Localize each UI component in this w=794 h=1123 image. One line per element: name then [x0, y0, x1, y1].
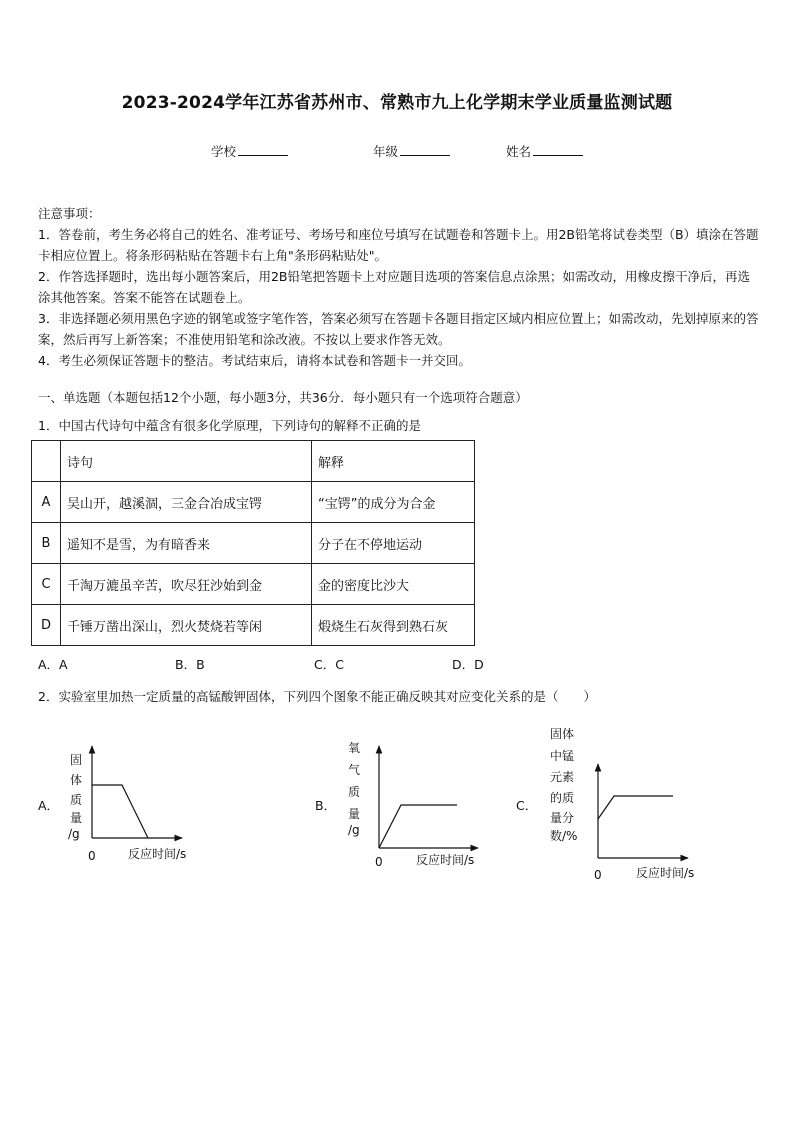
q1-option-c[interactable]: C．C [314, 657, 344, 672]
table-header-row [32, 441, 475, 482]
curve [598, 796, 673, 819]
table-cell-explanation: “宝锷”的成分为合金 [312, 482, 475, 523]
curve [92, 785, 148, 838]
table-row [32, 605, 475, 646]
notice-heading: 注意事项： [38, 206, 101, 221]
name-label: 姓名 [506, 144, 532, 159]
y-label: 体 [70, 773, 83, 787]
section-heading: 一、单选题（本题包括12个小题，每小题3分，共36分．每小题只有一个选项符合题意） [38, 390, 528, 405]
y-label: 气 [348, 763, 361, 777]
table-cell-poem: 千淘万漉虽辛苦，吹尽狂沙始到金 [61, 564, 312, 605]
q2-option-c[interactable]: C． [516, 798, 538, 813]
y-label: 元素 [550, 770, 575, 784]
y-label: 质 [348, 785, 361, 799]
curve [379, 805, 457, 848]
grade-field [373, 142, 450, 160]
y-label: 量 [348, 807, 361, 821]
q1-option-b[interactable]: B．B [175, 657, 205, 672]
y-label: /g [348, 823, 360, 837]
school-field [211, 142, 288, 160]
x-label: 反应时间/s [128, 847, 187, 861]
y-label: 质 [70, 793, 83, 807]
notice-item: 1．答卷前，考生务必将自己的姓名、准考证号、考场号和座位号填写在试题卷和答题卡上。用2B铅笔将试卷类型（B）填涂在答题卡相应位置上。将条形码粘贴在答题卡右上角"条形码粘贴处"。 [38, 227, 759, 263]
origin-label: 0 [594, 868, 602, 882]
graph-c [546, 722, 716, 887]
origin-label: 0 [88, 849, 96, 863]
q2-option-b[interactable]: B． [315, 798, 337, 813]
table-cell-option: A [32, 482, 61, 523]
notice-block [38, 203, 760, 371]
table-cell-poem: 千锤万凿出深山，烈火焚烧若等闲 [61, 605, 312, 646]
table-cell-option: D [32, 605, 61, 646]
x-label: 反应时间/s [636, 866, 695, 880]
table-cell-explanation: 分子在不停地运动 [312, 523, 475, 564]
table-cell-poem: 吴山开，越溪涸，三金合冶成宝锷 [61, 482, 312, 523]
table-cell-explanation: 金的密度比沙大 [312, 564, 475, 605]
table-row [32, 564, 475, 605]
table-cell-option: B [32, 523, 61, 564]
table-cell-explanation: 煅烧生石灰得到熟石灰 [312, 605, 475, 646]
y-label: 量分 [550, 811, 575, 825]
notice-item: 3．非选择题必须用黑色字迹的钢笔或签字笔作答，答案必须写在答题卡各题目指定区域内相应位置上；如需改动，先划掉原来的答案，然后再写上新答案；不准使用铅笔和涂改液。不按以上要求作答无效。 [38, 311, 759, 347]
y-label: 的质 [550, 791, 575, 805]
name-field [506, 142, 583, 160]
table-cell [32, 441, 61, 482]
x-label: 反应时间/s [416, 853, 475, 867]
graph-a [60, 742, 210, 872]
graph-b [340, 730, 500, 872]
table-cell-poem: 遥知不是雪，为有暗香来 [61, 523, 312, 564]
q1-option-a[interactable]: A．A [38, 657, 68, 672]
name-blank[interactable] [533, 143, 583, 156]
school-label: 学校 [211, 144, 237, 159]
table-header-explanation: 解释 [312, 441, 475, 482]
y-label: 量 [70, 811, 83, 825]
notice-item: 4．考生必须保证答题卡的整洁。考试结束后，请将本试卷和答题卡一并交回。 [38, 353, 471, 368]
question-2-stem: 2．实验室里加热一定质量的高锰酸钾固体，下列四个图象不能正确反映其对应变化关系的是（ ） [38, 689, 596, 704]
y-label: 中锰 [550, 749, 575, 763]
y-label: 氧 [348, 741, 361, 755]
table-cell-option: C [32, 564, 61, 605]
table-row [32, 523, 475, 564]
table-row [32, 482, 475, 523]
school-blank[interactable] [238, 143, 288, 156]
table-header-poem: 诗句 [61, 441, 312, 482]
grade-blank[interactable] [400, 143, 450, 156]
question-1-stem: 1．中国古代诗句中蕴含有很多化学原理，下列诗句的解释不正确的是 [38, 418, 421, 433]
notice-item: 2．作答选择题时，选出每小题答案后，用2B铅笔把答题卡上对应题目选项的答案信息点涂黑；如需改动，用橡皮擦干净后，再选涂其他答案。答案不能答在试题卷上。 [38, 269, 750, 305]
y-label: 数/% [550, 829, 578, 843]
q2-option-a[interactable]: A． [38, 798, 60, 813]
grade-label: 年级 [373, 144, 399, 159]
y-label: 固体 [550, 727, 575, 741]
y-label: 固 [70, 753, 83, 767]
question-1-table [31, 440, 475, 646]
origin-label: 0 [375, 855, 383, 869]
y-label: /g [68, 827, 80, 841]
q1-option-d[interactable]: D．D [452, 657, 484, 672]
page-title: 2023-2024学年江苏省苏州市、常熟市九上化学期末学业质量监测试题 [121, 93, 673, 113]
